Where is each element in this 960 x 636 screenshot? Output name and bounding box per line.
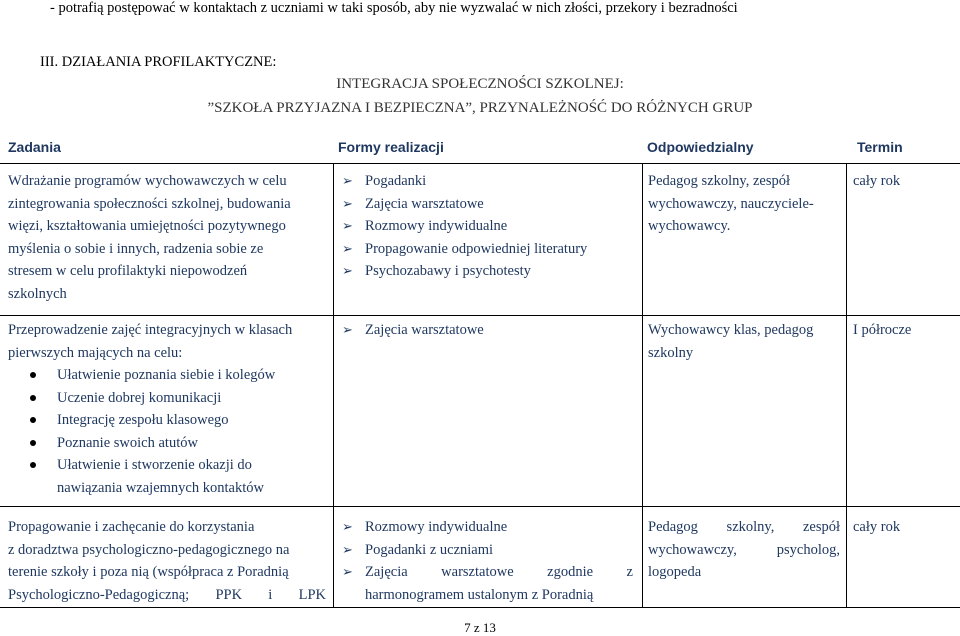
column-divider bbox=[846, 163, 847, 607]
subtitle-1: INTEGRACJA SPOŁECZNOŚCI SZKOLNEJ: bbox=[336, 76, 624, 92]
arrow-bullet-icon: ➢ bbox=[342, 322, 353, 337]
list-item: ➢ Zajęcia warsztatowe zgodnie z harmonogramem ustalonym z Poradnią bbox=[342, 561, 633, 606]
bullet-dot-icon bbox=[30, 395, 36, 401]
header-tasks: Zadania bbox=[8, 139, 61, 155]
list-item: ➢ Zajęcia warsztatowe bbox=[342, 193, 637, 216]
list-item: ➢ Psychozabawy i psychotesty bbox=[342, 260, 637, 283]
list-item: Poznanie swoich atutów bbox=[8, 432, 326, 455]
task-line: z doradztwa psychologiczno-pedagogicznego na bbox=[8, 541, 290, 558]
list-item: ➢ Rozmowy indywidualne bbox=[342, 516, 633, 539]
arrow-bullet-icon: ➢ bbox=[342, 541, 353, 557]
column-divider bbox=[333, 163, 334, 607]
bullet-dot-icon bbox=[30, 372, 36, 378]
row1-term: cały rok bbox=[853, 173, 901, 189]
row1-responsible bbox=[648, 170, 840, 238]
list-item: ➢ Pogadanki z uczniami bbox=[342, 539, 633, 562]
task-line: terenie szkoły i poza nią (współpraca z Poradnią bbox=[8, 564, 289, 580]
responsible-line: wychowawcy. bbox=[648, 218, 731, 234]
list-item: Integrację zespołu klasowego bbox=[8, 409, 326, 432]
list-item: ➢ Rozmowy indywidualne bbox=[342, 215, 637, 238]
list-item: ➢ Zajęcia warsztatowe bbox=[342, 319, 637, 342]
table-rule-header bbox=[0, 163, 960, 164]
row3-responsible bbox=[648, 516, 840, 584]
responsible-line: Pedagog szkolny, zespół bbox=[648, 173, 791, 189]
task-line: szkolnych bbox=[8, 285, 67, 302]
responsible-line: wychowawczy, nauczyciele- bbox=[648, 195, 814, 212]
task-line: pierwszych mających na celu: bbox=[8, 344, 183, 361]
task-line: Przeprowadzenie zajęć integracyjnych w klasach bbox=[8, 322, 293, 338]
row3-task bbox=[8, 516, 326, 606]
responsible-line: wychowawczy, psycholog, bbox=[648, 541, 840, 558]
subtitle-2: ”SZKOŁA PRZYJAZNA I BEZPIECZNA”, PRZYNALEŻNOŚĆ DO RÓŻNYCH GRUP bbox=[207, 100, 753, 116]
bullet-dot-icon bbox=[30, 440, 36, 446]
task-line: stresem w celu profilaktyki niepowodzeń bbox=[8, 263, 248, 279]
task-line: Wdrażanie programów wychowawczych w celu bbox=[8, 173, 287, 189]
arrow-bullet-icon: ➢ bbox=[342, 173, 353, 188]
row2-forms bbox=[342, 319, 637, 342]
row2-responsible bbox=[648, 319, 840, 364]
table-rule-bottom bbox=[0, 607, 960, 608]
header-term: Termin bbox=[857, 139, 903, 155]
responsible-line: logopeda bbox=[648, 564, 702, 580]
header-responsible: Odpowiedzialny bbox=[647, 139, 754, 155]
responsible-line: szkolny bbox=[648, 344, 694, 361]
task-line: Propagowanie i zachęcanie do korzystania bbox=[8, 519, 255, 535]
section-title: III. DZIAŁANIA PROFILAKTYCZNE: bbox=[40, 54, 277, 70]
list-item: Ułatwienie poznania siebie i kolegów bbox=[8, 364, 326, 387]
task-line: myślenia o sobie i innych, radzenia sobie ze bbox=[8, 240, 264, 257]
list-item: Ułatwienie i stworzenie okazji do nawiązania wzajemnych kontaktów bbox=[8, 454, 326, 499]
page-number: 7 z 13 bbox=[464, 620, 496, 635]
table-rule-row1 bbox=[0, 315, 960, 316]
row3-term: cały rok bbox=[853, 519, 901, 535]
arrow-bullet-icon: ➢ bbox=[342, 564, 353, 579]
bullet-dot-icon bbox=[30, 462, 36, 468]
row2-task bbox=[8, 319, 326, 499]
row3-forms bbox=[342, 516, 633, 606]
list-item: ➢ Propagowanie odpowiedniej literatury bbox=[342, 238, 637, 261]
arrow-bullet-icon: ➢ bbox=[342, 519, 353, 534]
arrow-bullet-icon: ➢ bbox=[342, 218, 353, 233]
arrow-bullet-icon: ➢ bbox=[342, 263, 353, 278]
row2-term: I półrocze bbox=[853, 322, 912, 338]
task-line: zintegrowania społeczności szkolnej, budowania bbox=[8, 195, 291, 212]
row1-forms bbox=[342, 170, 637, 283]
intro-line: - potrafią postępować w kontaktach z uczniami w taki sposób, aby nie wyzwalać w nich złości, przekory i bezradności bbox=[50, 0, 738, 16]
column-divider bbox=[642, 163, 643, 607]
list-item: ➢ Pogadanki bbox=[342, 170, 637, 193]
list-item: Uczenie dobrej komunikacji bbox=[8, 387, 326, 410]
header-forms: Formy realizacji bbox=[338, 139, 444, 155]
table-rule-row2 bbox=[0, 506, 960, 507]
arrow-bullet-icon: ➢ bbox=[342, 195, 353, 211]
task-line: więzi, kształtowania umiejętności pozytywnego bbox=[8, 218, 286, 234]
row1-task bbox=[8, 170, 326, 305]
responsible-line: Wychowawcy klas, pedagog bbox=[648, 322, 814, 338]
bullet-dot-icon bbox=[30, 417, 36, 423]
arrow-bullet-icon: ➢ bbox=[342, 240, 353, 256]
task-line: Psychologiczno-Pedagogiczną; PPK i LPK bbox=[8, 586, 326, 603]
responsible-line: Pedagog szkolny, zespół bbox=[648, 519, 840, 535]
